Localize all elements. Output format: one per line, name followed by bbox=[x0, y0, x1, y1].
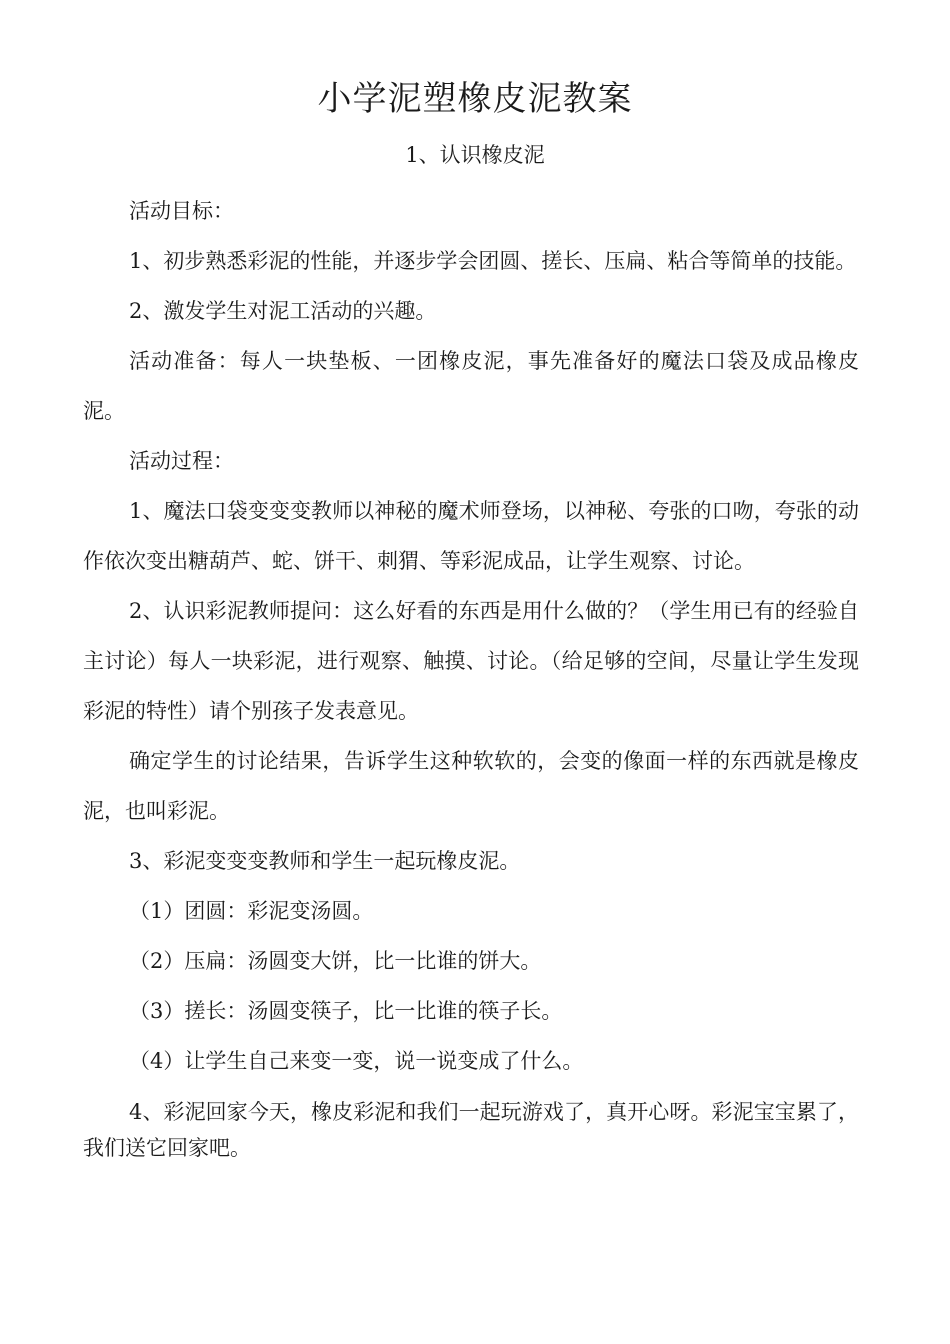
paragraph-step-2: 2、认识彩泥教师提问：这么好看的东西是用什么做的？（学生用已有的经验自主讨论）每人一块彩泥，进行观察、触摸、讨论。（给足够的空间，尽量让学生发现彩泥的特性）请个别孩子发表意见。 bbox=[83, 599, 859, 723]
paragraph-objective-2: 2、激发学生对泥工活动的兴趣。 bbox=[129, 299, 437, 323]
list-item-roll-ball: （1）团圆：彩泥变汤圆。 bbox=[129, 899, 374, 923]
paragraph-objectives-heading: 活动目标： bbox=[129, 199, 234, 223]
paragraph-process-heading: 活动过程： bbox=[129, 449, 234, 473]
list-item-flatten: （2）压扁：汤圆变大饼，比一比谁的饼大。 bbox=[129, 949, 542, 973]
list-item-free-play: （4）让学生自己来变一变，说一说变成了什么。 bbox=[129, 1049, 584, 1073]
paragraph-objective-1: 1、初步熟悉彩泥的性能，并逐步学会团圆、搓长、压扁、粘合等简单的技能。 bbox=[129, 249, 857, 273]
list-item-roll-long: （3）搓长：汤圆变筷子，比一比谁的筷子长。 bbox=[129, 999, 563, 1023]
paragraph-conclusion: 确定学生的讨论结果，告诉学生这种软软的，会变的像面一样的东西就是橡皮泥，也叫彩泥。 bbox=[83, 749, 859, 823]
paragraph-step-3: 3、彩泥变变变教师和学生一起玩橡皮泥。 bbox=[129, 849, 521, 873]
document-title: 小学泥塑橡皮泥教案 bbox=[317, 79, 633, 119]
paragraph-step-4: 4、彩泥回家今天，橡皮彩泥和我们一起玩游戏了，真开心呀。彩泥宝宝累了，我们送它回家吧。 bbox=[83, 1100, 859, 1160]
document-body bbox=[83, 186, 859, 1166]
paragraph-preparation: 活动准备：每人一块垫板、一团橡皮泥，事先准备好的魔法口袋及成品橡皮泥。 bbox=[83, 349, 859, 423]
paragraph-step-1: 1、魔法口袋变变变教师以神秘的魔术师登场，以神秘、夸张的口吻，夸张的动作依次变出糖葫芦、蛇、饼干、刺猬、等彩泥成品，让学生观察、讨论。 bbox=[83, 499, 859, 573]
section-heading: 1、认识橡皮泥 bbox=[405, 143, 545, 167]
